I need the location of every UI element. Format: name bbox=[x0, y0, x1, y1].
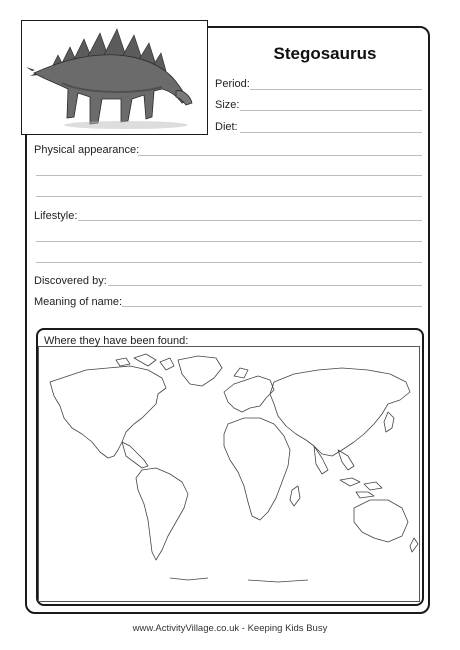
dinosaur-illustration bbox=[21, 20, 208, 135]
size-label: Size: bbox=[215, 99, 240, 111]
physical-appearance-label: Physical appearance: bbox=[34, 144, 140, 156]
page-title: Stegosaurus bbox=[273, 44, 377, 63]
diet-line[interactable] bbox=[240, 132, 422, 133]
diet-label: Diet: bbox=[215, 121, 238, 133]
world-map-outline-icon bbox=[38, 346, 420, 602]
stegosaurus-icon bbox=[22, 21, 206, 133]
period-label: Period: bbox=[215, 78, 250, 90]
lifestyle-label: Lifestyle: bbox=[34, 210, 78, 222]
discovered-by-label: Discovered by: bbox=[34, 275, 107, 287]
lifestyle-line-1[interactable] bbox=[78, 220, 422, 221]
map-heading: Where they have been found: bbox=[44, 335, 189, 347]
physical-appearance-line-3[interactable] bbox=[36, 196, 422, 197]
physical-appearance-line-1[interactable] bbox=[138, 155, 422, 156]
footer-credit: www.ActivityVillage.co.uk - Keeping Kids Busy bbox=[132, 623, 328, 634]
lifestyle-line-2[interactable] bbox=[36, 241, 422, 242]
size-line[interactable] bbox=[240, 110, 422, 111]
meaning-of-name-label: Meaning of name: bbox=[34, 296, 123, 308]
discovered-by-line[interactable] bbox=[108, 285, 422, 286]
meaning-of-name-line[interactable] bbox=[122, 306, 422, 307]
lifestyle-line-3[interactable] bbox=[36, 262, 422, 263]
physical-appearance-line-2[interactable] bbox=[36, 175, 422, 176]
period-line[interactable] bbox=[250, 89, 422, 90]
